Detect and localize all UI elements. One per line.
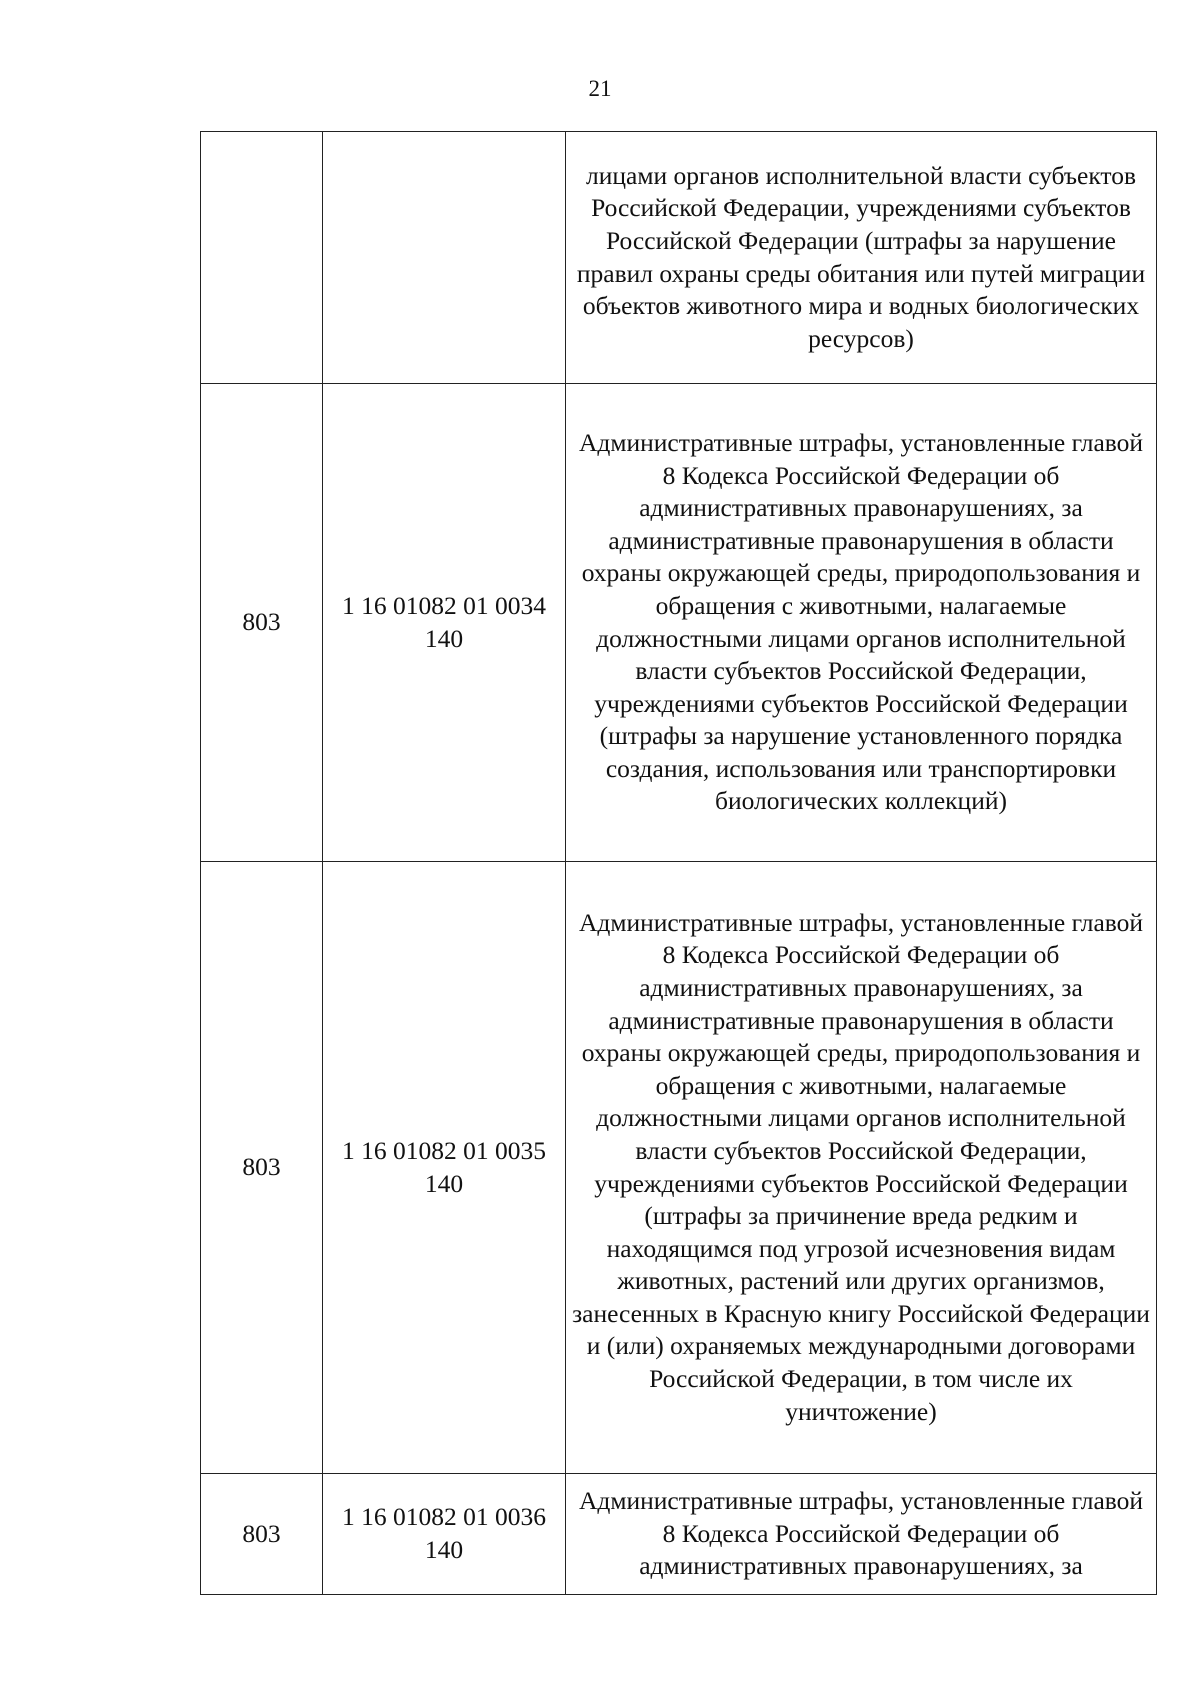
table-row xyxy=(201,384,1157,862)
kbk-code-cell xyxy=(323,132,566,384)
admin-code-cell: 803 xyxy=(201,862,323,1474)
table-row xyxy=(201,862,1157,1474)
admin-code-cell: 803 xyxy=(201,1474,323,1595)
description-cell: Административные штрафы, установленные главой 8 Кодекса Российской Федерации об административных правонарушениях, за административные правонарушения в области охраны окружающей среды, природопользования и обращения с животными, налагаемые должностными лицами органов исполнительной власти субъектов Российской Федерации, учреждениями субъектов Российской Федерации (штрафы за нарушение установленного порядка создания, использования или транспортировки биологических коллекций) xyxy=(566,384,1157,862)
admin-code-cell: 803 xyxy=(201,384,323,862)
table-row xyxy=(201,132,1157,384)
kbk-code-cell: 1 16 01082 01 0035 140 xyxy=(323,862,566,1474)
description-cell: лицами органов исполнительной власти субъектов Российской Федерации, учреждениями субъектов Российской Федерации (штрафы за нарушение правил охраны среды обитания или путей миграции объектов животного мира и водных биологических ресурсов) xyxy=(566,132,1157,384)
table-row xyxy=(201,1474,1157,1595)
description-cell: Административные штрафы, установленные главой 8 Кодекса Российской Федерации об административных правонарушениях, за xyxy=(566,1474,1157,1595)
kbk-code-cell: 1 16 01082 01 0034 140 xyxy=(323,384,566,862)
kbk-code-cell: 1 16 01082 01 0036 140 xyxy=(323,1474,566,1595)
revenue-codes-table xyxy=(200,131,1157,1595)
description-cell: Административные штрафы, установленные главой 8 Кодекса Российской Федерации об административных правонарушениях, за административные правонарушения в области охраны окружающей среды, природопользования и обращения с животными, налагаемые должностными лицами органов исполнительной власти субъектов Российской Федерации, учреждениями субъектов Российской Федерации (штрафы за причинение вреда редким и находящимся под угрозой исчезновения видам животных, растений или других организмов, занесенных в Красную книгу Российской Федерации и (или) охраняемых международными договорами Российской Федерации, в том числе их уничтожение) xyxy=(566,862,1157,1474)
admin-code-cell xyxy=(201,132,323,384)
page-number: 21 xyxy=(588,76,612,101)
